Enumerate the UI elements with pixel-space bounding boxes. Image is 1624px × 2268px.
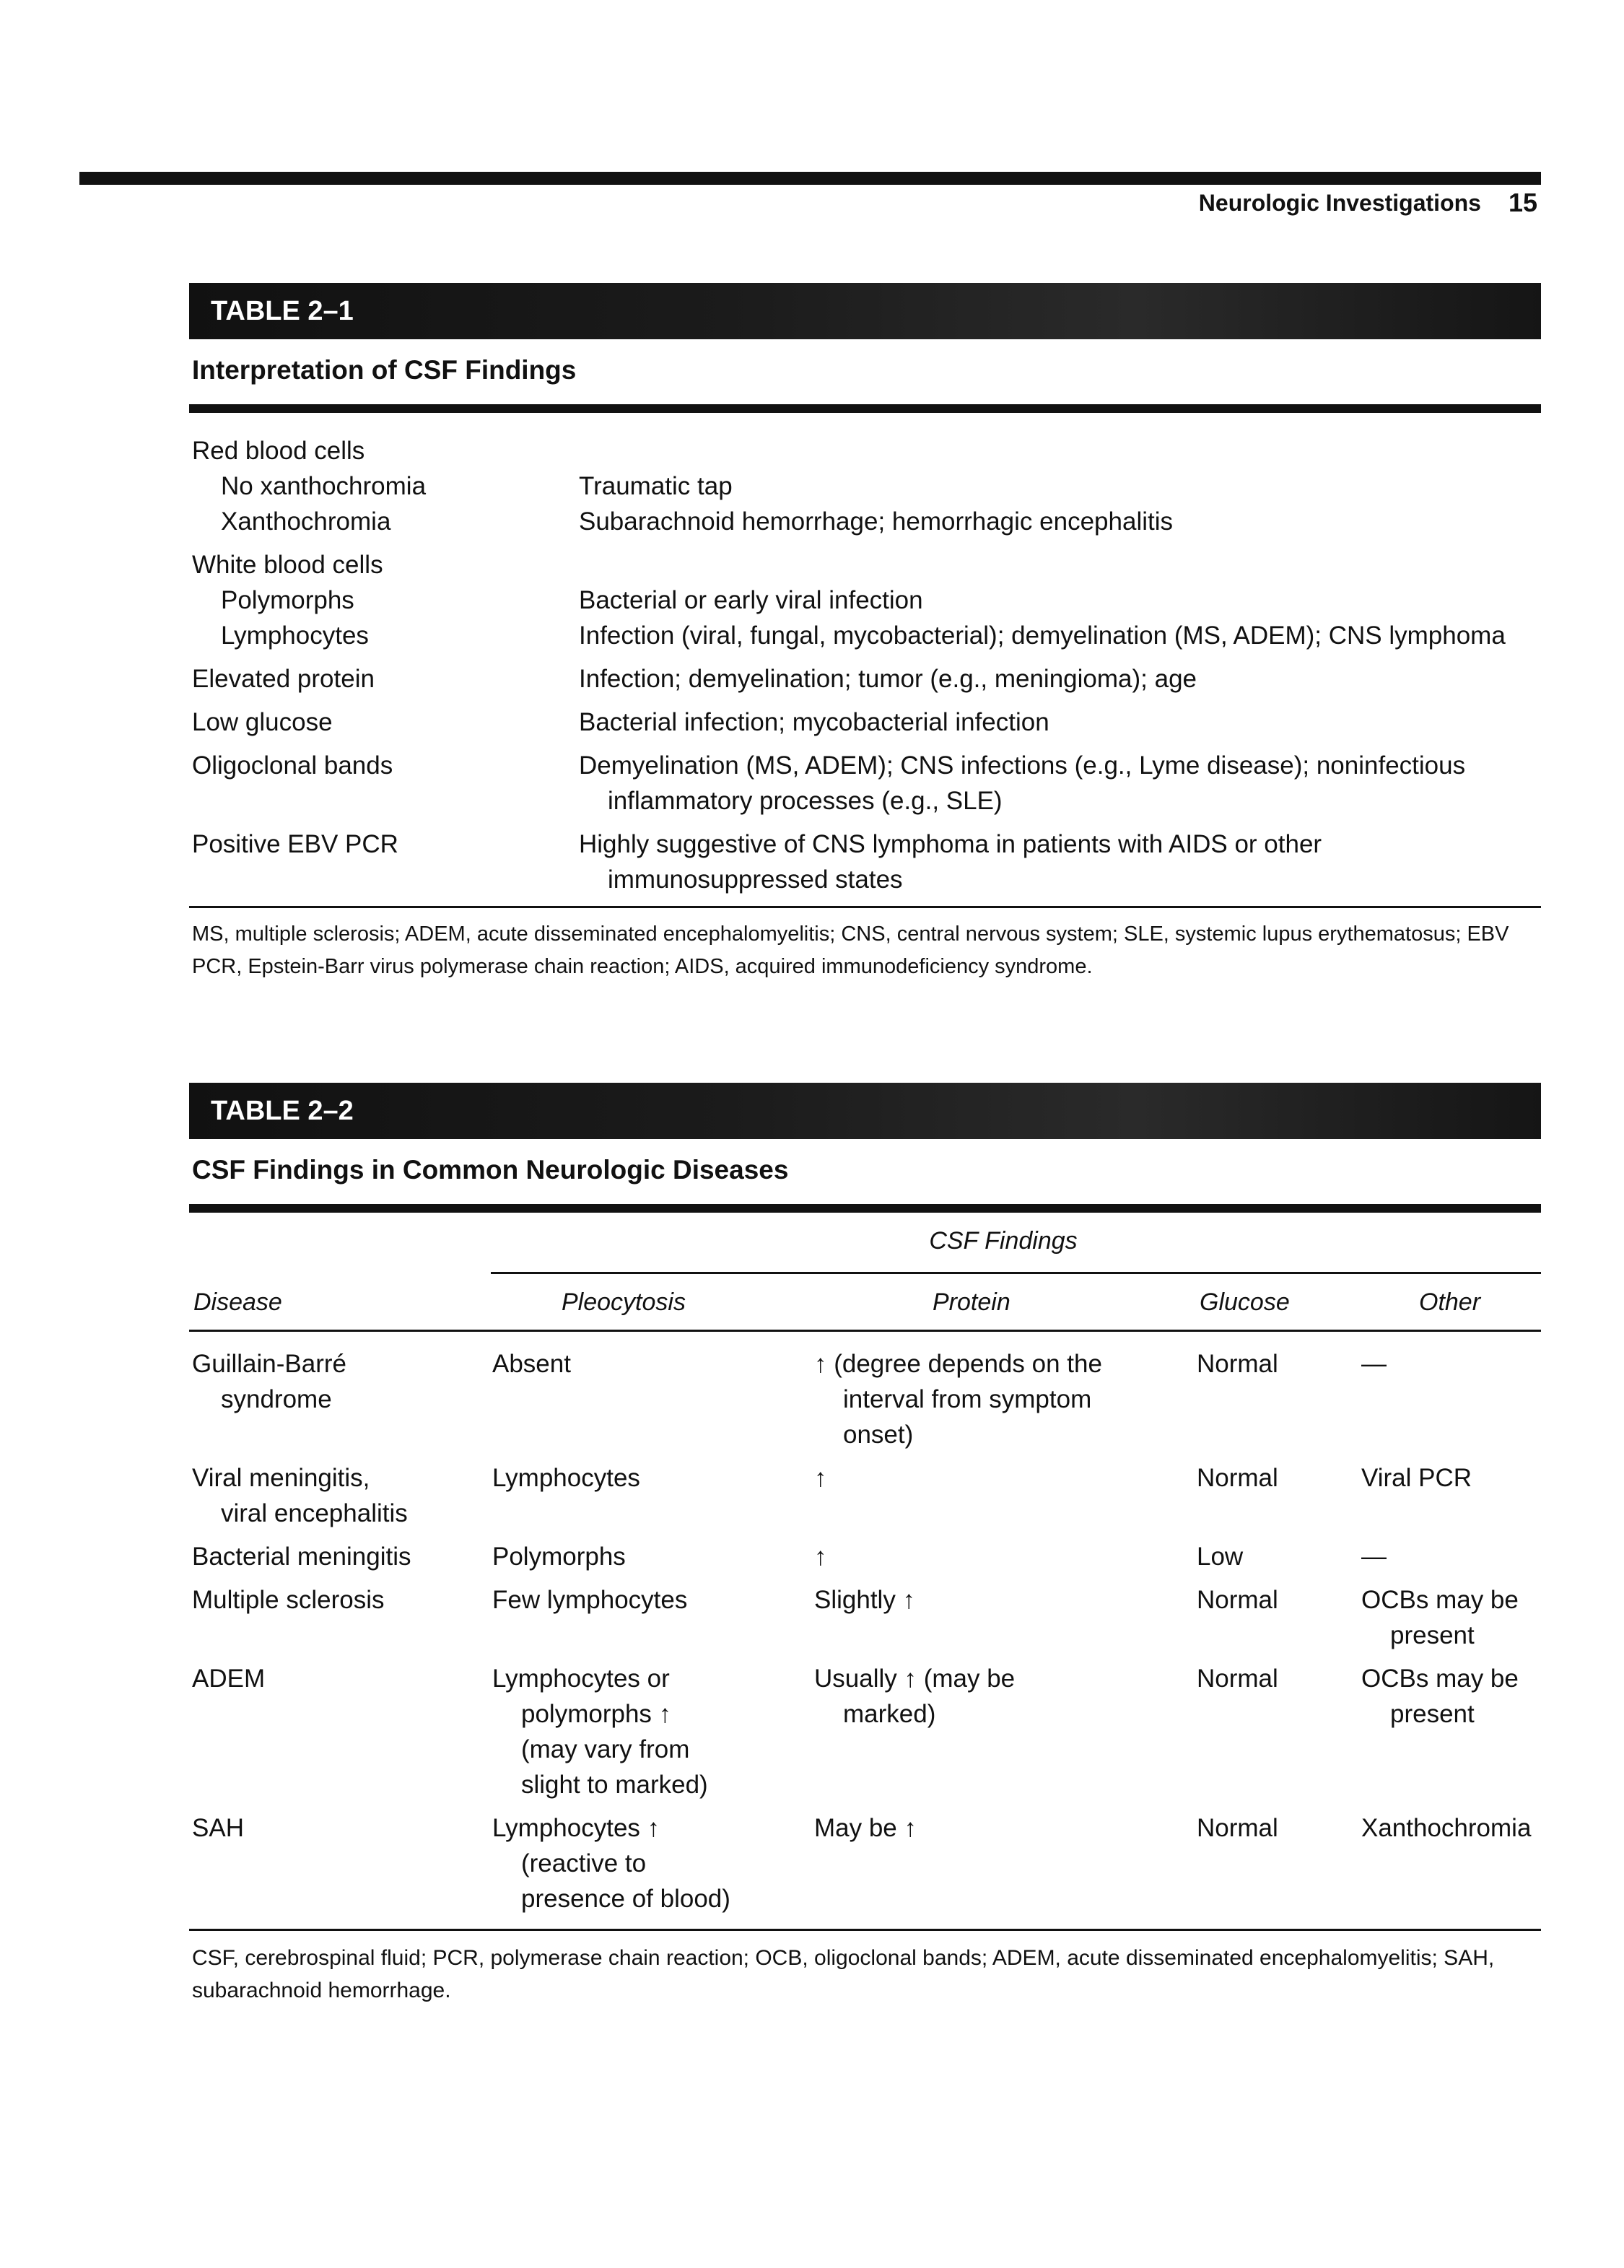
cell-disease (192, 1346, 492, 1452)
cell-pleocytosis (492, 1810, 814, 1916)
cell-protein (814, 1582, 1197, 1653)
cell-line: — (1361, 1350, 1387, 1378)
cell-other (1361, 1582, 1549, 1653)
cell-glucose: Low (1197, 1543, 1244, 1571)
col-header-disease: Disease (193, 1288, 282, 1316)
row-label: Lymphocytes (221, 621, 369, 650)
cell-other (1361, 1661, 1549, 1802)
table-row (192, 1539, 1549, 1574)
table2-bottom-rule (189, 1929, 1541, 1931)
table-row (192, 504, 1549, 539)
row-value (579, 826, 1549, 897)
table-row (192, 468, 1549, 504)
cell-disease (192, 1582, 492, 1653)
cell-glucose: Normal (1197, 1350, 1278, 1378)
table1-body (192, 433, 1549, 897)
row-value: Infection (viral, fungal, mycobacterial); demyelination (MS, ADEM); CNS lymphoma (579, 621, 1506, 650)
table2-footnote: CSF, cerebrospinal fluid; PCR, polymerase chain reaction; OCB, oligoclonal bands; ADEM, acute disseminated encephalomyelitis; SAH, subarachnoid hemorrhage. (192, 1946, 1495, 2002)
cell-line: viral encephalitis (221, 1499, 408, 1527)
cell-pleocytosis (492, 1346, 814, 1452)
cell-line: May be ↑ (814, 1814, 917, 1842)
cell-line: interval from symptom (843, 1385, 1092, 1413)
cell-pleocytosis (492, 1582, 814, 1653)
row-value (579, 547, 1549, 583)
row-label: No xanthochromia (221, 472, 427, 500)
cell-protein (814, 1460, 1197, 1531)
row-label: Red blood cells (192, 437, 365, 465)
header-rule (79, 172, 1541, 185)
cell-disease (192, 1460, 492, 1531)
cell-glucose: Normal (1197, 1586, 1278, 1614)
cell-line: Few lymphocytes (492, 1586, 688, 1614)
table2-label-banner: TABLE 2–2 (189, 1083, 1541, 1139)
table-row (192, 826, 1549, 897)
row-label: White blood cells (192, 551, 383, 579)
cell-line: polymorphs ↑ (521, 1700, 672, 1728)
row-value: Subarachnoid hemorrhage; hemorrhagic encephalitis (579, 507, 1173, 536)
cell-line: Lymphocytes ↑ (492, 1814, 660, 1842)
row-value: Bacterial infection; mycobacterial infection (579, 708, 1049, 736)
cell-disease (192, 1810, 492, 1916)
cell-line: ↑ (814, 1464, 827, 1492)
row-value-continuation: immunosuppressed states (608, 865, 903, 894)
row-value: Bacterial or early viral infection (579, 586, 923, 614)
cell-line: present (1390, 1700, 1475, 1728)
table-row (192, 618, 1549, 653)
row-value-line: Demyelination (MS, ADEM); CNS infections (e.g., Lyme disease); noninfectious (579, 751, 1466, 780)
group-header-rule (491, 1272, 1541, 1274)
table-row (192, 1810, 1549, 1916)
cell-line: (may vary from (521, 1735, 690, 1763)
table-row (192, 748, 1549, 819)
table2-body (192, 1346, 1549, 1924)
running-head-title: Neurologic Investigations (1198, 189, 1481, 216)
cell-protein (814, 1661, 1197, 1802)
table2-header-rule (189, 1330, 1541, 1332)
cell-line: Absent (492, 1350, 571, 1378)
cell-protein (814, 1810, 1197, 1916)
cell-line: Polymorphs (492, 1543, 626, 1571)
cell-line: (reactive to (521, 1849, 647, 1877)
cell-disease (192, 1661, 492, 1802)
table-row (192, 583, 1549, 618)
table-row (192, 1582, 1549, 1653)
col-header-glucose: Glucose (1200, 1288, 1290, 1316)
row-value: Traumatic tap (579, 472, 733, 500)
cell-line: present (1390, 1621, 1475, 1649)
cell-other (1361, 1810, 1549, 1916)
cell-line: Guillain-Barré (192, 1350, 346, 1378)
cell-line: onset) (843, 1421, 914, 1449)
table-row (192, 1661, 1549, 1802)
cell-pleocytosis (492, 1460, 814, 1531)
cell-line: Lymphocytes (492, 1464, 640, 1492)
cell-line: ↑ (degree depends on the (814, 1350, 1102, 1378)
row-label: Positive EBV PCR (192, 830, 398, 858)
table-row (192, 1460, 1549, 1531)
cell-line: Usually ↑ (may be (814, 1665, 1016, 1693)
cell-other (1361, 1539, 1549, 1574)
row-label: Oligoclonal bands (192, 751, 393, 780)
cell-glucose: Normal (1197, 1464, 1278, 1492)
csf-findings-group-header: CSF Findings (929, 1227, 1078, 1255)
cell-line: Multiple sclerosis (192, 1586, 385, 1614)
cell-other (1361, 1460, 1549, 1531)
cell-disease (192, 1539, 492, 1574)
col-header-pleocytosis: Pleocytosis (562, 1288, 686, 1316)
table-row (192, 661, 1549, 697)
running-head (1010, 185, 1537, 221)
cell-protein (814, 1539, 1197, 1574)
table1-top-rule (189, 404, 1541, 413)
table1-footnote: MS, multiple sclerosis; ADEM, acute disseminated encephalomyelitis; CNS, central nervous system; SLE, systemic lupus erythematosus; EBV PCR, Epstein-Barr virus polymerase chain reaction; AIDS, acquired immunodeficiency syndrome. (192, 923, 1509, 978)
cell-glucose: Normal (1197, 1814, 1278, 1842)
row-label: Elevated protein (192, 665, 375, 693)
cell-pleocytosis (492, 1661, 814, 1802)
cell-line: — (1361, 1543, 1387, 1571)
cell-line: Viral meningitis, (192, 1464, 370, 1492)
cell-line: ↑ (814, 1543, 827, 1571)
row-label: Low glucose (192, 708, 333, 736)
cell-line: Xanthochromia (1361, 1814, 1532, 1842)
table1-caption: Interpretation of CSF Findings (192, 355, 577, 385)
row-value (579, 433, 1549, 468)
cell-line: slight to marked) (521, 1771, 708, 1799)
cell-line: Bacterial meningitis (192, 1543, 411, 1571)
cell-glucose: Normal (1197, 1665, 1278, 1693)
row-label: Xanthochromia (221, 507, 391, 536)
cell-line: SAH (192, 1814, 244, 1842)
row-value-continuation: inflammatory processes (e.g., SLE) (608, 787, 1003, 815)
table-row (192, 1346, 1549, 1452)
cell-line: OCBs may be (1361, 1586, 1519, 1614)
cell-pleocytosis (492, 1539, 814, 1574)
cell-other (1361, 1346, 1549, 1452)
page-number: 15 (1508, 188, 1537, 217)
row-value: Infection; demyelination; tumor (e.g., meningioma); age (579, 665, 1197, 693)
table-row (192, 547, 1549, 583)
cell-line: Viral PCR (1361, 1464, 1472, 1492)
cell-line: Lymphocytes or (492, 1665, 670, 1693)
table2-caption: CSF Findings in Common Neurologic Diseases (192, 1155, 789, 1185)
table2-top-rule (189, 1204, 1541, 1213)
cell-line: syndrome (221, 1385, 332, 1413)
table1-bottom-rule (189, 906, 1541, 908)
cell-line: presence of blood) (521, 1885, 730, 1913)
cell-line: marked) (843, 1700, 936, 1728)
cell-line: ADEM (192, 1665, 266, 1693)
col-header-other: Other (1419, 1288, 1481, 1316)
row-value-line: Highly suggestive of CNS lymphoma in patients with AIDS or other (579, 830, 1322, 858)
col-header-protein: Protein (933, 1288, 1010, 1316)
table-row (192, 433, 1549, 468)
cell-protein (814, 1346, 1197, 1452)
row-label: Polymorphs (221, 586, 354, 614)
table1-label-banner: TABLE 2–1 (189, 283, 1541, 339)
table-row (192, 705, 1549, 740)
cell-line: Slightly ↑ (814, 1586, 916, 1614)
cell-line: OCBs may be (1361, 1665, 1519, 1693)
row-value (579, 748, 1549, 819)
